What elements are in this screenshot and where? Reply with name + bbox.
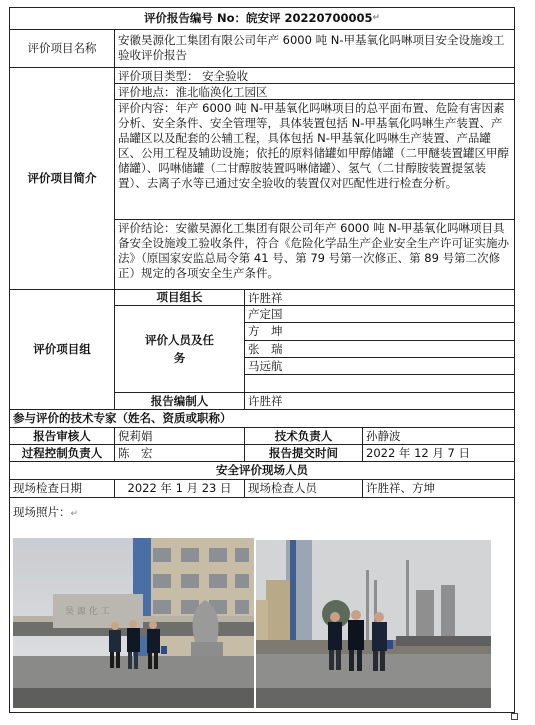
summary-conclusion-text: 评价结论：安徽昊源化工集团有限公司年产 6000 吨 N-甲基氧化吗啉项目具备安全设施竣工验收条件，符合《危险化学品生产企业安全生产许可证实施办法》（原国家安监总局令第 41 号、第 79 号第一次修正、第 89 号第二次修正）规定的各项安全生产条件。 [118,221,509,280]
reviewer-label-text: 报告审核人 [33,428,91,443]
project-name-label [10,30,115,68]
report-writer-name: 许胜祥 [248,394,283,408]
paragraph-mark: ↵ [372,13,381,23]
team-member-row [245,341,514,358]
project-name-value-text: 安徽昊源化工集团有限公司年产 6000 吨 N-甲基氧化吗啉项目安全设施竣工验收评价报告 [118,33,505,62]
team-members-label-text: 评价人员及任务 [145,333,214,365]
paragraph-mark: ↵ [70,509,79,519]
site-photo-plant [256,540,491,708]
submit-date-label-text: 报告提交时间 [269,445,338,460]
team-leader-value [245,290,514,306]
tech-lead-name: 孙静波 [366,429,401,443]
submit-date-label [245,445,363,462]
site-date-value [115,480,245,498]
site-staff-header [10,462,514,480]
site-photos-label-text: 现场照片： [13,505,71,519]
process-lead-label-text: 过程控制负责人 [21,445,103,460]
team-label [10,290,115,410]
tech-lead-value [363,428,514,445]
process-lead-name: 陈 宏 [118,446,153,460]
site-staff-label [245,480,363,498]
team-label-text: 评价项目组 [33,342,91,356]
summary-conclusion [115,220,514,290]
reviewer-value [115,428,245,445]
tech-lead-label-text: 技术负责人 [274,428,333,443]
team-member-row [245,323,514,341]
team-member-row [245,306,514,323]
reviewer-name: 倪莉娟 [118,429,153,443]
evaluation-report-form [9,7,515,713]
project-name-value [115,30,514,68]
site-photo-gate [13,538,254,708]
svg-text:昊 源 化 工: 昊 源 化 工 [65,607,110,617]
team-member-name: 方 坤 [248,324,283,338]
experts-label-text: 参与评价的技术专家（姓名、资质或职称） [13,411,232,425]
report-writer-label [115,393,245,410]
project-name-label-text: 评价项目名称 [27,41,97,55]
tech-lead-label [245,428,363,445]
report-writer-value [245,393,514,410]
site-staff-header-text: 安全评价现场人员 [216,463,308,477]
summary-content [115,100,514,220]
team-member-name: 张 瑞 [248,342,283,356]
team-members-label [115,306,245,393]
page-corner-mark [511,713,518,720]
summary-label [10,68,115,290]
process-lead-label [10,445,115,462]
site-staff-text: 许胜祥、方坤 [366,481,435,495]
team-leader-label-text: 项目组长 [156,290,203,304]
summary-label-text: 评价项目简介 [27,171,97,185]
summary-location [115,84,514,100]
experts-label [10,410,514,428]
team-member-row [245,358,514,375]
site-staff-label-text: 现场检查人员 [248,481,317,495]
team-member-row [245,375,514,393]
site-photos-label [13,505,78,522]
summary-type-text: 评价项目类型： 安全验收 [118,69,249,83]
report-writer-label-text: 报告编制人 [150,393,209,408]
site-photo-plant-image [256,540,491,708]
team-leader-label [115,290,245,306]
submit-date-value [363,445,514,462]
team-member-name: 产定国 [248,307,283,321]
team-member-name: 马远航 [248,359,283,373]
site-photos-section [10,498,514,712]
summary-content-text: 评价内容：年产 6000 吨 N-甲基氧化吗啉项目的总平面布置、危险有害因素分析、安全条件、安全管理等，具体装置包括 N-甲基氧化吗啉生产装置、产品罐区以及配套的公辅工程，具体包括 N-甲基氧化吗啉生产装置、产品罐区、公用工程及辅助设施；依托的原料储罐如甲醇储罐（二甲醚装置罐区甲醇储罐）、吗啉储罐（二甘醇胺装置吗啉储罐）、氢气（二甘醇胺装置提氢装置）、去离子水等已通过安全验收的装置仅对匹配性进行检查分析。 [118,101,509,190]
team-leader-name: 许胜祥 [248,291,283,305]
site-date-label-text: 现场检查日期 [13,481,82,495]
report-number [10,8,514,30]
report-number-text: 评价报告编号 No：皖安评 20220700005 [143,11,373,25]
site-date-text: 2022 年 1 月 23 日 [127,481,232,495]
summary-type [115,68,514,84]
site-staff-value [363,480,514,498]
reviewer-label [10,428,115,445]
site-photo-gate-image [13,538,254,708]
process-lead-value [115,445,245,462]
submit-date-text: 2022 年 12 月 7 日 [366,446,470,460]
site-date-label [10,480,115,498]
summary-location-text: 评价地点：淮北临涣化工园区 [118,85,268,99]
